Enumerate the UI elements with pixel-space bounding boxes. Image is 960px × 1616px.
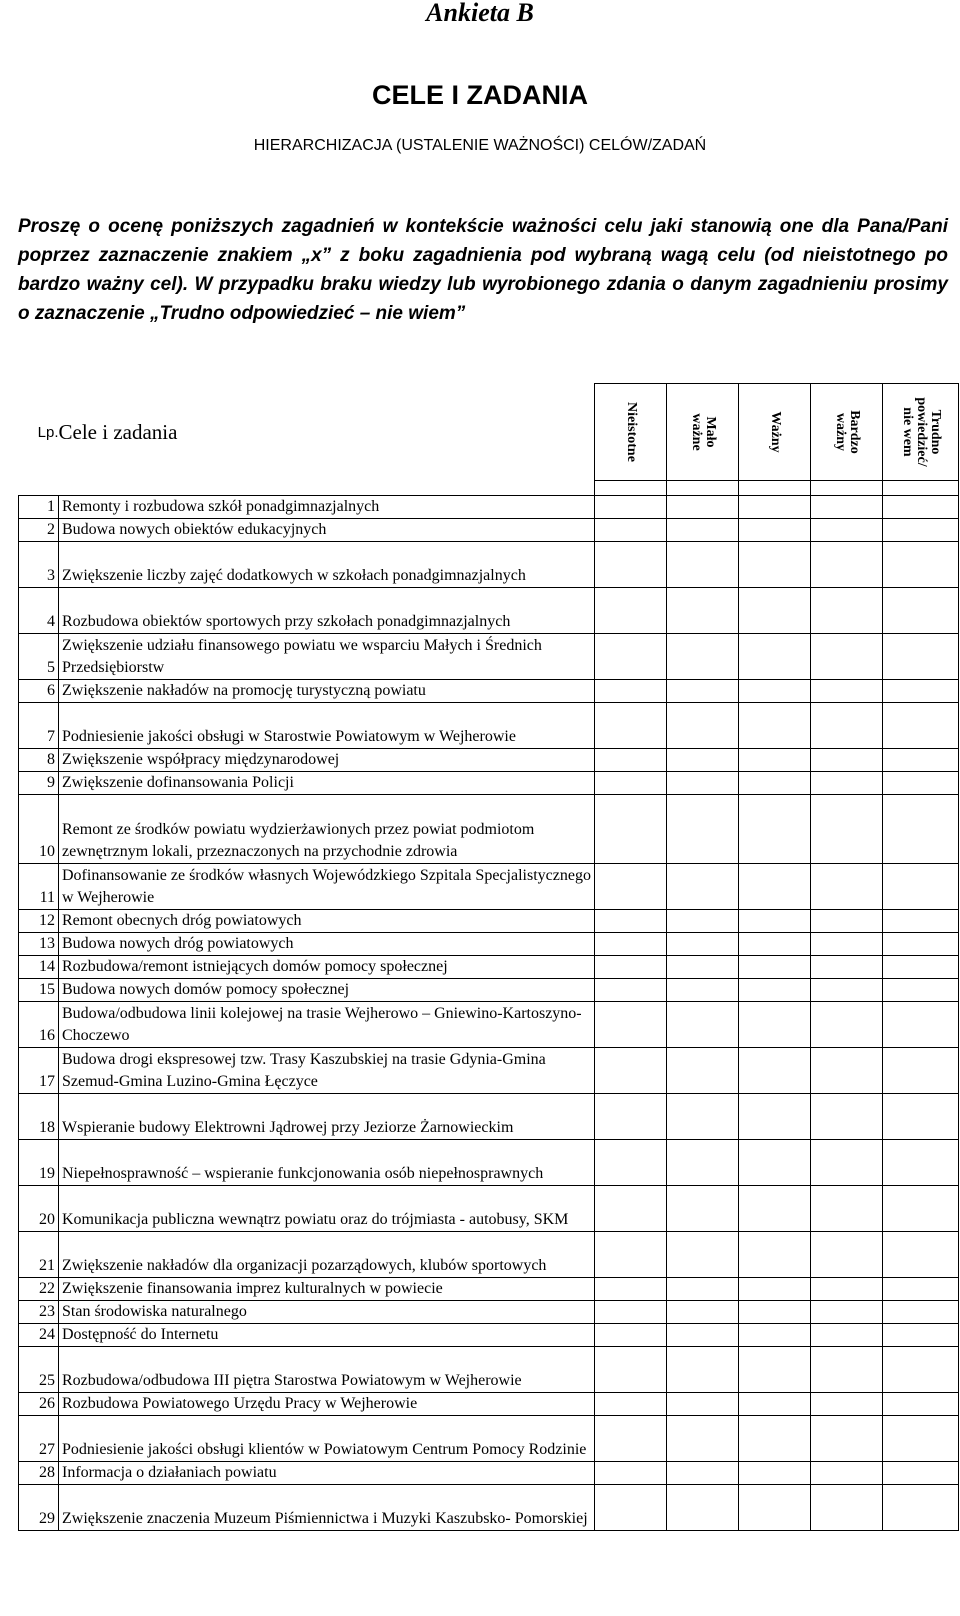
answer-cell-nieistotne[interactable] bbox=[595, 1393, 667, 1416]
table-header-row bbox=[19, 384, 959, 481]
table-row bbox=[19, 1416, 959, 1462]
answer-cell-trudno-powiedziec[interactable] bbox=[883, 979, 959, 1002]
row-task-text: Budowa nowych obiektów edukacyjnych bbox=[59, 519, 595, 542]
answer-cell-malo-wazne[interactable] bbox=[667, 772, 739, 795]
answer-cell-bardzo-wazny[interactable] bbox=[811, 1416, 883, 1462]
answer-cell-bardzo-wazny[interactable] bbox=[811, 703, 883, 749]
answer-cell-wazny[interactable] bbox=[739, 910, 811, 933]
column-header-label: Trudno powiedzieć/ nie wem bbox=[899, 397, 943, 467]
answer-cell-bardzo-wazny[interactable] bbox=[811, 588, 883, 634]
answer-cell-bardzo-wazny[interactable] bbox=[811, 1485, 883, 1531]
answer-cell-trudno-powiedziec[interactable] bbox=[883, 634, 959, 680]
answer-cell-malo-wazne[interactable] bbox=[667, 956, 739, 979]
answer-cell-bardzo-wazny[interactable] bbox=[811, 979, 883, 1002]
answer-cell-malo-wazne[interactable] bbox=[667, 1301, 739, 1324]
row-number: 9 bbox=[19, 772, 59, 795]
answer-cell-trudno-powiedziec[interactable] bbox=[883, 1347, 959, 1393]
row-number: 19 bbox=[19, 1140, 59, 1186]
answer-cell-malo-wazne[interactable] bbox=[667, 542, 739, 588]
answer-cell-wazny[interactable] bbox=[739, 1324, 811, 1347]
row-number: 24 bbox=[19, 1324, 59, 1347]
row-number: 25 bbox=[19, 1347, 59, 1393]
answer-cell-wazny[interactable] bbox=[739, 703, 811, 749]
answer-cell-malo-wazne[interactable] bbox=[667, 1140, 739, 1186]
row-task-text: Dofinansowanie ze środków własnych Wojewódzkiego Szpitala Specjalistycznego w Wejherowie bbox=[59, 864, 595, 910]
section-title: CELE I ZADANIA bbox=[372, 80, 588, 110]
answer-cell-nieistotne[interactable] bbox=[595, 588, 667, 634]
row-task-text: Niepełnosprawność – wspieranie funkcjonowania osób niepełnosprawnych bbox=[59, 1140, 595, 1186]
row-task-text: Rozbudowa/odbudowa III piętra Starostwa Powiatowym w Wejherowie bbox=[59, 1347, 595, 1393]
answer-cell-nieistotne[interactable] bbox=[595, 1347, 667, 1393]
table-row bbox=[19, 1186, 959, 1232]
table-row bbox=[19, 1048, 959, 1094]
column-header-bardzo-wazny bbox=[811, 384, 883, 481]
table-row bbox=[19, 496, 959, 519]
table-row bbox=[19, 680, 959, 703]
row-number: 20 bbox=[19, 1186, 59, 1232]
answer-cell-trudno-powiedziec[interactable] bbox=[883, 588, 959, 634]
column-header-lp: Lp. bbox=[37, 423, 59, 441]
column-header-label: Bardzo ważny bbox=[832, 410, 862, 454]
answer-cell-bardzo-wazny[interactable] bbox=[811, 680, 883, 703]
answer-cell-wazny[interactable] bbox=[739, 979, 811, 1002]
answer-cell-nieistotne[interactable] bbox=[595, 1094, 667, 1140]
answer-cell-trudno-powiedziec[interactable] bbox=[883, 795, 959, 864]
answer-cell-nieistotne[interactable] bbox=[595, 979, 667, 1002]
answer-cell-nieistotne[interactable] bbox=[595, 1002, 667, 1048]
answer-cell-wazny[interactable] bbox=[739, 864, 811, 910]
answer-cell-bardzo-wazny[interactable] bbox=[811, 772, 883, 795]
answer-cell-bardzo-wazny[interactable] bbox=[811, 1347, 883, 1393]
table-row bbox=[19, 1140, 959, 1186]
column-header-malo-wazne bbox=[667, 384, 739, 481]
answer-cell-trudno-powiedziec[interactable] bbox=[883, 1094, 959, 1140]
document-title: Ankieta B bbox=[426, 0, 534, 27]
row-task-text: Remont ze środków powiatu wydzierżawionych przez powiat podmiotom zewnętrznym lokali, przeznaczonych na przychodnie zdrowia bbox=[59, 795, 595, 864]
row-number: 27 bbox=[19, 1416, 59, 1462]
row-number: 11 bbox=[19, 864, 59, 910]
row-number: 18 bbox=[19, 1094, 59, 1140]
answer-cell-malo-wazne[interactable] bbox=[667, 634, 739, 680]
row-task-text: Zwiększenie udziału finansowego powiatu we wsparciu Małych i Średnich Przedsiębiorstw bbox=[59, 634, 595, 680]
row-task-text: Wspieranie budowy Elektrowni Jądrowej przy Jeziorze Żarnowieckim bbox=[59, 1094, 595, 1140]
row-number: 5 bbox=[19, 634, 59, 680]
row-number: 15 bbox=[19, 979, 59, 1002]
column-header-task: Cele i zadania bbox=[58, 419, 178, 444]
row-task-text: Rozbudowa obiektów sportowych przy szkołach ponadgimnazjalnych bbox=[59, 588, 595, 634]
table-row bbox=[19, 542, 959, 588]
table-row bbox=[19, 933, 959, 956]
answer-cell-nieistotne[interactable] bbox=[595, 1278, 667, 1301]
answer-cell-trudno-powiedziec[interactable] bbox=[883, 910, 959, 933]
answer-cell-trudno-powiedziec[interactable] bbox=[883, 1140, 959, 1186]
row-task-text: Zwiększenie liczby zajęć dodatkowych w szkołach ponadgimnazjalnych bbox=[59, 542, 595, 588]
row-task-text: Stan środowiska naturalnego bbox=[59, 1301, 595, 1324]
table-row bbox=[19, 588, 959, 634]
answer-cell-malo-wazne[interactable] bbox=[667, 910, 739, 933]
answer-cell-bardzo-wazny[interactable] bbox=[811, 864, 883, 910]
table-row bbox=[19, 1301, 959, 1324]
answer-cell-bardzo-wazny[interactable] bbox=[811, 910, 883, 933]
answer-cell-bardzo-wazny[interactable] bbox=[811, 956, 883, 979]
answer-cell-malo-wazne[interactable] bbox=[667, 1485, 739, 1531]
answer-cell-bardzo-wazny[interactable] bbox=[811, 1462, 883, 1485]
row-number: 8 bbox=[19, 749, 59, 772]
answer-cell-bardzo-wazny[interactable] bbox=[811, 1301, 883, 1324]
table-row bbox=[19, 1462, 959, 1485]
answer-cell-bardzo-wazny[interactable] bbox=[811, 542, 883, 588]
table-row bbox=[19, 910, 959, 933]
row-number: 28 bbox=[19, 1462, 59, 1485]
header-spacer-row bbox=[19, 481, 959, 496]
answer-cell-trudno-powiedziec[interactable] bbox=[883, 1002, 959, 1048]
table-row bbox=[19, 864, 959, 910]
row-task-text: Zwiększenie nakładów dla organizacji pozarządowych, klubów sportowych bbox=[59, 1232, 595, 1278]
row-task-text: Budowa nowych dróg powiatowych bbox=[59, 933, 595, 956]
row-task-text: Budowa/odbudowa linii kolejowej na trasie Wejherowo – Gniewino-Kartoszyno- Choczewo bbox=[59, 1002, 595, 1048]
answer-cell-wazny[interactable] bbox=[739, 519, 811, 542]
answer-cell-malo-wazne[interactable] bbox=[667, 496, 739, 519]
row-number: 22 bbox=[19, 1278, 59, 1301]
answer-cell-wazny[interactable] bbox=[739, 1462, 811, 1485]
answer-cell-nieistotne[interactable] bbox=[595, 519, 667, 542]
answer-cell-nieistotne[interactable] bbox=[595, 933, 667, 956]
survey-rows bbox=[19, 496, 959, 1531]
survey-table bbox=[18, 383, 959, 1531]
row-number: 1 bbox=[19, 496, 59, 519]
column-header-trudno-powiedziec bbox=[883, 384, 959, 481]
row-task-text: Zwiększenie nakładów na promocję turystyczną powiatu bbox=[59, 680, 595, 703]
answer-cell-wazny[interactable] bbox=[739, 542, 811, 588]
row-task-text: Dostępność do Internetu bbox=[59, 1324, 595, 1347]
answer-cell-wazny[interactable] bbox=[739, 933, 811, 956]
answer-cell-trudno-powiedziec[interactable] bbox=[883, 1416, 959, 1462]
answer-cell-nieistotne[interactable] bbox=[595, 1416, 667, 1462]
row-number: 21 bbox=[19, 1232, 59, 1278]
answer-cell-wazny[interactable] bbox=[739, 1393, 811, 1416]
answer-cell-bardzo-wazny[interactable] bbox=[811, 1324, 883, 1347]
answer-cell-bardzo-wazny[interactable] bbox=[811, 496, 883, 519]
answer-cell-wazny[interactable] bbox=[739, 1232, 811, 1278]
row-number: 29 bbox=[19, 1485, 59, 1531]
answer-cell-bardzo-wazny[interactable] bbox=[811, 1140, 883, 1186]
column-header-label: Ważny bbox=[767, 411, 783, 453]
answer-cell-wazny[interactable] bbox=[739, 1186, 811, 1232]
section-subtitle: HIERARCHIZACJA (USTALENIE WAŻNOŚCI) CELÓW/ZADAŃ bbox=[253, 137, 707, 154]
row-number: 10 bbox=[19, 795, 59, 864]
answer-cell-malo-wazne[interactable] bbox=[667, 1416, 739, 1462]
answer-cell-bardzo-wazny[interactable] bbox=[811, 1393, 883, 1416]
row-number: 4 bbox=[19, 588, 59, 634]
survey-instructions: Proszę o ocenę poniższych zagadnień w kontekście ważności celu jaki stanowią one dla Pana/Pani poprzez zaznaczenie znakiem „x” z boku zagadnienia pod wybraną wagą celu (od nieistotnego po bardzo ważny cel). W przypadku braku wiedzy lub wyrobionego zdania o danym zagadnieniu prosimy o zaznaczenie „Trudno odpowiedzieć – nie wiem” bbox=[18, 216, 948, 324]
answer-cell-nieistotne[interactable] bbox=[595, 542, 667, 588]
answer-cell-nieistotne[interactable] bbox=[595, 1048, 667, 1094]
answer-cell-malo-wazne[interactable] bbox=[667, 1347, 739, 1393]
answer-cell-wazny[interactable] bbox=[739, 1485, 811, 1531]
answer-cell-malo-wazne[interactable] bbox=[667, 1278, 739, 1301]
answer-cell-malo-wazne[interactable] bbox=[667, 979, 739, 1002]
answer-cell-malo-wazne[interactable] bbox=[667, 703, 739, 749]
answer-cell-malo-wazne[interactable] bbox=[667, 680, 739, 703]
answer-cell-malo-wazne[interactable] bbox=[667, 1324, 739, 1347]
row-number: 16 bbox=[19, 1002, 59, 1048]
row-task-text: Zwiększenie dofinansowania Policji bbox=[59, 772, 595, 795]
answer-cell-malo-wazne[interactable] bbox=[667, 1232, 739, 1278]
table-row bbox=[19, 703, 959, 749]
answer-cell-wazny[interactable] bbox=[739, 634, 811, 680]
answer-cell-trudno-powiedziec[interactable] bbox=[883, 1278, 959, 1301]
table-row bbox=[19, 795, 959, 864]
answer-cell-wazny[interactable] bbox=[739, 1094, 811, 1140]
table-row bbox=[19, 1002, 959, 1048]
answer-cell-trudno-powiedziec[interactable] bbox=[883, 542, 959, 588]
answer-cell-bardzo-wazny[interactable] bbox=[811, 795, 883, 864]
answer-cell-malo-wazne[interactable] bbox=[667, 933, 739, 956]
answer-cell-bardzo-wazny[interactable] bbox=[811, 1002, 883, 1048]
row-number: 6 bbox=[19, 680, 59, 703]
row-task-text: Zwiększenie współpracy międzynarodowej bbox=[59, 749, 595, 772]
answer-cell-trudno-powiedziec[interactable] bbox=[883, 1462, 959, 1485]
row-task-text: Podniesienie jakości obsługi klientów w Powiatowym Centrum Pomocy Rodzinie bbox=[59, 1416, 595, 1462]
answer-cell-trudno-powiedziec[interactable] bbox=[883, 519, 959, 542]
table-row bbox=[19, 1324, 959, 1347]
answer-cell-wazny[interactable] bbox=[739, 1301, 811, 1324]
row-task-text: Rozbudowa Powiatowego Urzędu Pracy w Wejherowie bbox=[59, 1393, 595, 1416]
table-row bbox=[19, 1278, 959, 1301]
row-number: 12 bbox=[19, 910, 59, 933]
answer-cell-trudno-powiedziec[interactable] bbox=[883, 1232, 959, 1278]
answer-cell-bardzo-wazny[interactable] bbox=[811, 1232, 883, 1278]
answer-cell-bardzo-wazny[interactable] bbox=[811, 634, 883, 680]
answer-cell-wazny[interactable] bbox=[739, 772, 811, 795]
table-row bbox=[19, 1347, 959, 1393]
table-row bbox=[19, 1094, 959, 1140]
answer-cell-trudno-powiedziec[interactable] bbox=[883, 1186, 959, 1232]
answer-cell-malo-wazne[interactable] bbox=[667, 1462, 739, 1485]
column-header-label: Nieistotne bbox=[623, 402, 639, 462]
answer-cell-wazny[interactable] bbox=[739, 1002, 811, 1048]
table-row bbox=[19, 979, 959, 1002]
answer-cell-nieistotne[interactable] bbox=[595, 1186, 667, 1232]
answer-cell-nieistotne[interactable] bbox=[595, 1485, 667, 1531]
row-task-text: Zwiększenie finansowania imprez kulturalnych w powiecie bbox=[59, 1278, 595, 1301]
row-task-text: Podniesienie jakości obsługi w Starostwie Powiatowym w Wejherowie bbox=[59, 703, 595, 749]
answer-cell-trudno-powiedziec[interactable] bbox=[883, 864, 959, 910]
table-row bbox=[19, 749, 959, 772]
answer-cell-bardzo-wazny[interactable] bbox=[811, 933, 883, 956]
table-row bbox=[19, 1232, 959, 1278]
table-row bbox=[19, 1393, 959, 1416]
table-row bbox=[19, 634, 959, 680]
answer-cell-bardzo-wazny[interactable] bbox=[811, 749, 883, 772]
answer-cell-wazny[interactable] bbox=[739, 496, 811, 519]
answer-cell-trudno-powiedziec[interactable] bbox=[883, 933, 959, 956]
answer-cell-malo-wazne[interactable] bbox=[667, 1393, 739, 1416]
row-number: 14 bbox=[19, 956, 59, 979]
answer-cell-nieistotne[interactable] bbox=[595, 1301, 667, 1324]
row-task-text: Budowa drogi ekspresowej tzw. Trasy Kaszubskiej na trasie Gdynia-Gmina Szemud-Gmina Luzino-Gmina Łęczyce bbox=[59, 1048, 595, 1094]
table-row bbox=[19, 519, 959, 542]
row-number: 3 bbox=[19, 542, 59, 588]
answer-cell-nieistotne[interactable] bbox=[595, 864, 667, 910]
answer-cell-nieistotne[interactable] bbox=[595, 1232, 667, 1278]
answer-cell-trudno-powiedziec[interactable] bbox=[883, 1301, 959, 1324]
column-header-wazny bbox=[739, 384, 811, 481]
answer-cell-nieistotne[interactable] bbox=[595, 749, 667, 772]
answer-cell-nieistotne[interactable] bbox=[595, 680, 667, 703]
answer-cell-wazny[interactable] bbox=[739, 1416, 811, 1462]
answer-cell-trudno-powiedziec[interactable] bbox=[883, 772, 959, 795]
answer-cell-wazny[interactable] bbox=[739, 1347, 811, 1393]
answer-cell-malo-wazne[interactable] bbox=[667, 519, 739, 542]
column-header-nieistotne bbox=[595, 384, 667, 481]
answer-cell-bardzo-wazny[interactable] bbox=[811, 1278, 883, 1301]
row-number: 2 bbox=[19, 519, 59, 542]
table-row bbox=[19, 956, 959, 979]
answer-cell-wazny[interactable] bbox=[739, 1140, 811, 1186]
row-number: 13 bbox=[19, 933, 59, 956]
answer-cell-trudno-powiedziec[interactable] bbox=[883, 956, 959, 979]
answer-cell-nieistotne[interactable] bbox=[595, 795, 667, 864]
answer-cell-bardzo-wazny[interactable] bbox=[811, 1186, 883, 1232]
row-task-text: Komunikacja publiczna wewnątrz powiatu oraz do trójmiasta - autobusy, SKM bbox=[59, 1186, 595, 1232]
answer-cell-trudno-powiedziec[interactable] bbox=[883, 749, 959, 772]
row-number: 17 bbox=[19, 1048, 59, 1094]
answer-cell-malo-wazne[interactable] bbox=[667, 864, 739, 910]
row-number: 26 bbox=[19, 1393, 59, 1416]
answer-cell-nieistotne[interactable] bbox=[595, 703, 667, 749]
row-task-text: Remont obecnych dróg powiatowych bbox=[59, 910, 595, 933]
answer-cell-nieistotne[interactable] bbox=[595, 1324, 667, 1347]
answer-cell-nieistotne[interactable] bbox=[595, 772, 667, 795]
answer-cell-wazny[interactable] bbox=[739, 1048, 811, 1094]
answer-cell-nieistotne[interactable] bbox=[595, 1140, 667, 1186]
answer-cell-trudno-powiedziec[interactable] bbox=[883, 1485, 959, 1531]
answer-cell-wazny[interactable] bbox=[739, 680, 811, 703]
row-number: 23 bbox=[19, 1301, 59, 1324]
answer-cell-malo-wazne[interactable] bbox=[667, 588, 739, 634]
answer-cell-wazny[interactable] bbox=[739, 956, 811, 979]
answer-cell-bardzo-wazny[interactable] bbox=[811, 1094, 883, 1140]
row-task-text: Budowa nowych domów pomocy społecznej bbox=[59, 979, 595, 1002]
row-number: 7 bbox=[19, 703, 59, 749]
row-task-text: Remonty i rozbudowa szkół ponadgimnazjalnych bbox=[59, 496, 595, 519]
answer-cell-malo-wazne[interactable] bbox=[667, 1094, 739, 1140]
answer-cell-nieistotne[interactable] bbox=[595, 1462, 667, 1485]
answer-cell-malo-wazne[interactable] bbox=[667, 749, 739, 772]
answer-cell-trudno-powiedziec[interactable] bbox=[883, 680, 959, 703]
answer-cell-malo-wazne[interactable] bbox=[667, 1002, 739, 1048]
answer-cell-trudno-powiedziec[interactable] bbox=[883, 1324, 959, 1347]
table-row bbox=[19, 1485, 959, 1531]
answer-cell-wazny[interactable] bbox=[739, 588, 811, 634]
answer-cell-bardzo-wazny[interactable] bbox=[811, 519, 883, 542]
answer-cell-trudno-powiedziec[interactable] bbox=[883, 1393, 959, 1416]
answer-cell-malo-wazne[interactable] bbox=[667, 1186, 739, 1232]
answer-cell-nieistotne[interactable] bbox=[595, 634, 667, 680]
answer-cell-wazny[interactable] bbox=[739, 795, 811, 864]
row-task-text: Zwiększenie znaczenia Muzeum Piśmiennictwa i Muzyki Kaszubsko- Pomorskiej bbox=[59, 1485, 595, 1531]
answer-cell-malo-wazne[interactable] bbox=[667, 1048, 739, 1094]
answer-cell-nieistotne[interactable] bbox=[595, 956, 667, 979]
answer-cell-trudno-powiedziec[interactable] bbox=[883, 703, 959, 749]
answer-cell-nieistotne[interactable] bbox=[595, 910, 667, 933]
answer-cell-bardzo-wazny[interactable] bbox=[811, 1048, 883, 1094]
answer-cell-malo-wazne[interactable] bbox=[667, 795, 739, 864]
answer-cell-nieistotne[interactable] bbox=[595, 496, 667, 519]
table-row bbox=[19, 772, 959, 795]
answer-cell-wazny[interactable] bbox=[739, 1278, 811, 1301]
row-task-text: Rozbudowa/remont istniejących domów pomocy społecznej bbox=[59, 956, 595, 979]
row-task-text: Informacja o działaniach powiatu bbox=[59, 1462, 595, 1485]
answer-cell-wazny[interactable] bbox=[739, 749, 811, 772]
answer-cell-trudno-powiedziec[interactable] bbox=[883, 1048, 959, 1094]
column-header-label: Mało ważne bbox=[688, 413, 718, 451]
answer-cell-trudno-powiedziec[interactable] bbox=[883, 496, 959, 519]
